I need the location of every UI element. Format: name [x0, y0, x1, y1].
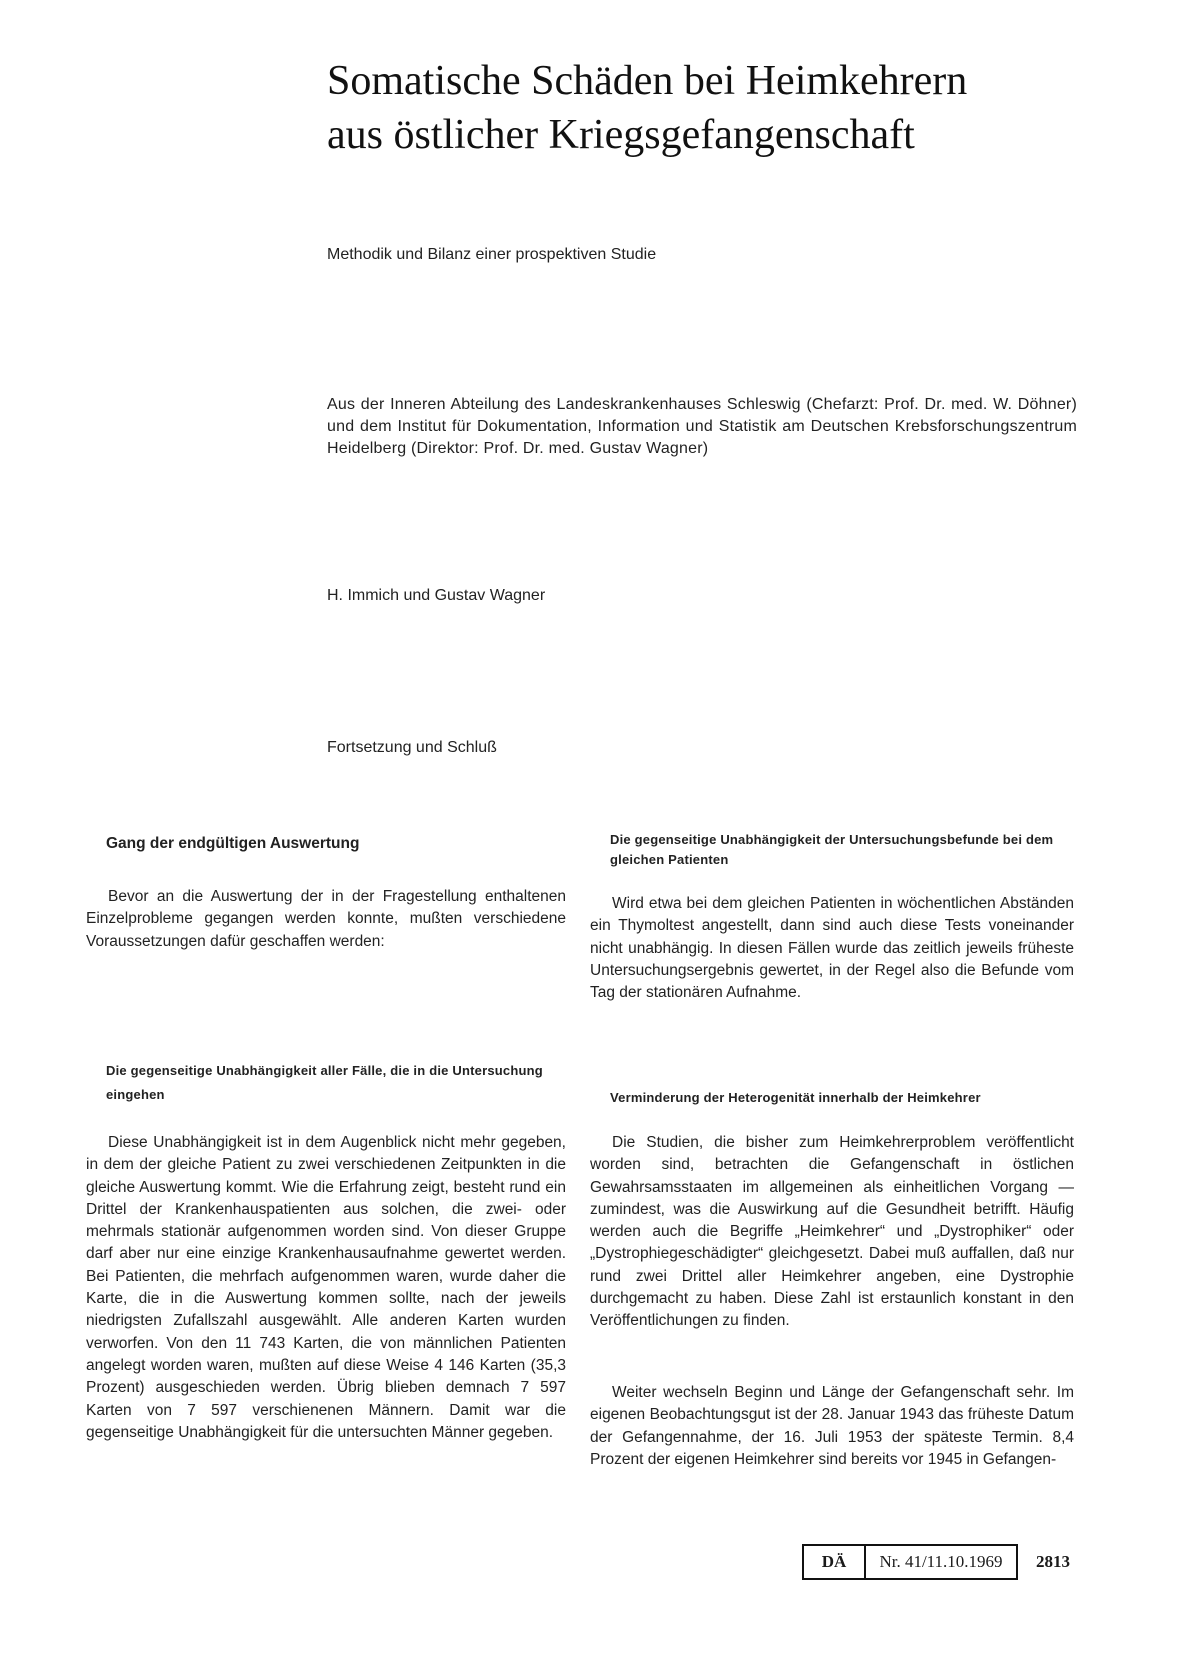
journal-logo: DÄ	[804, 1546, 866, 1578]
section-heading: Gang der endgültigen Auswertung	[106, 835, 360, 852]
sub-heading-independence-cases: Die gegenseitige Unabhängigkeit aller Fälle, die in die Untersuchung eingehen	[106, 1063, 543, 1102]
title-line-1: Somatische Schäden bei Heimkehrern	[327, 58, 968, 104]
sub-heading-heterogeneity: Verminderung der Heterogenität innerhalb der Heimkehrer	[610, 1090, 981, 1105]
sub-heading-independence-findings: Die gegenseitige Unabhängigkeit der Untersuchungsbefunde bei dem gleichen Patienten	[610, 832, 1054, 867]
body-paragraph-independence: Diese Unabhängigkeit ist in dem Augenblick nicht mehr gegeben, in dem der gleiche Patient zu zwei verschiedenen Zeitpunkten in die gleiche Auswertung kommt. Wie die Erfahrung zeigt, besteht rund ein Drittel der Krankenhauspatienten aus solchen, die zwei- oder mehrmals stationär aufgenommen worden sind. Von dieser Gruppe darf aber nur eine einzige Krankenhausaufnahme gewertet werden. Bei Patienten, die mehrfach aufgenommen waren, wurde daher die Karte, die in die Auswertung kommen sollte, nach der jeweils niedrigsten Zufallszahl ausgewählt. Alle anderen Karten wurden verworfen. Von den 11 743 Karten, die von männlichen Patienten angelegt worden waren, mußten auf diese Weise 4 146 Karten (35,3 Prozent) ausgeschieden werden. Übrig blieben demnach 7 597 Karten von 7 597 verschienenen Männern. Damit war die gegenseitige Unabhängigkeit für die untersuchten Männer gegeben.	[86, 1134, 566, 1441]
continuation-note: Fortsetzung und Schluß	[327, 739, 497, 756]
title-line-2: aus östlicher Kriegsgefangenschaft	[327, 112, 915, 158]
page-number: 2813	[1036, 1552, 1070, 1571]
authors: H. Immich und Gustav Wagner	[327, 587, 546, 604]
body-paragraph-captivity-dates: Weiter wechseln Beginn und Länge der Gefangenschaft sehr. Im eigenen Beobachtungsgut ist der 28. Januar 1943 das früheste Datum der Gefangennahme, der 16. Juli 1953 der späteste Termin. 8,4 Prozent der eigenen Heimkehrer sind bereits vor 1945 in Gefangen-	[590, 1384, 1074, 1468]
body-paragraph-thymoltest: Wird etwa bei dem gleichen Patienten in wöchentlichen Abständen ein Thymoltest angestellt, dann sind auch diese Tests voneinander nicht unabhängig. In diesen Fällen wurde das zeitlich jeweils früheste Untersuchungsergebnis gewertet, in der Regel also die Befunde vom Tag der stationären Aufnahme.	[590, 895, 1074, 1002]
body-paragraph-studies: Die Studien, die bisher zum Heimkehrerproblem veröffentlicht worden sind, betrachten die Gefangenschaft in östlichen Gewahrsamsstaaten im allgemeinen als einheitlichen Vorgang — zumindest, was die Auswirkung auf die Gesundheit betrifft. Häufig werden auch die Begriffe „Heimkehrer“ und „Dystrophiker“ oder „Dystrophiegeschädigter“ gleichgesetzt. Dabei muß auffallen, daß nur rund zwei Drittel aller Heimkehrer angeben, eine Dystrophie durchgemacht zu haben. Diese Zahl ist erstaunlich konstant in den Veröffentlichungen zu finden.	[590, 1134, 1074, 1330]
article-subtitle: Methodik und Bilanz einer prospektiven Studie	[327, 246, 657, 263]
issue-number: Nr. 41/11.10.1969	[879, 1552, 1003, 1571]
intro-paragraph: Bevor an die Auswertung der in der Fragestellung enthaltenen Einzelprobleme gegangen werden konnte, mußten verschiedene Voraussetzungen dafür geschaffen werden:	[86, 888, 566, 950]
journal-footer-box	[802, 1544, 1018, 1580]
article-title	[327, 54, 1127, 162]
affiliation: Aus der Inneren Abteilung des Landeskrankenhauses Schleswig (Chefarzt: Prof. Dr. med. W. Döhner) und dem Institut für Dokumentation, Information und Statistik am Deutschen Krebsforschungszentrum Heidelberg (Direktor: Prof. Dr. med. Gustav Wagner)	[327, 396, 1077, 457]
